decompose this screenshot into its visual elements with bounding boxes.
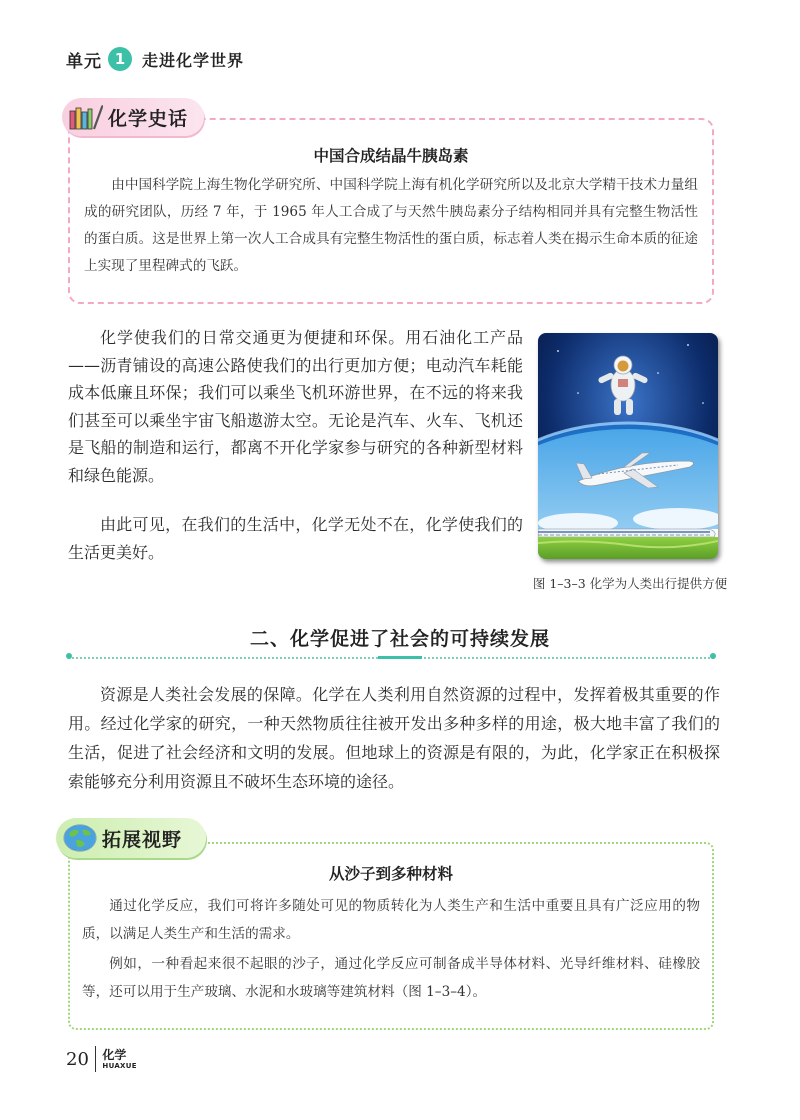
transport-figure — [538, 333, 718, 559]
extend-tab-label: 拓展视野 — [102, 828, 183, 851]
figure-caption: 图 1–3–3 化学为人类出行提供方便 — [532, 576, 728, 591]
section-paragraph: 资源是人类社会发展的保障。化学在人类利用自然资源的过程中，发挥着极其重要的作用。经过化学家的研究，一种天然物质往往被开发出多种多样的用途，极大地丰富了我们的生活，促进了社会经济和文明的发展。但地球上的资源是有限的，为此，化学家正在积极探索能够充分利用资源且不破坏生态环境的途径。 — [68, 685, 720, 791]
transport-illustration — [538, 333, 718, 559]
unit-label: 单元 — [66, 51, 102, 72]
section-heading: 二、化学促进了社会的可持续发展 — [249, 628, 550, 650]
unit-header — [66, 44, 244, 74]
footer-separator — [95, 1046, 97, 1072]
page-footer — [66, 1044, 137, 1074]
rule-center-bar — [378, 656, 422, 659]
globe-icon — [62, 822, 98, 854]
rule-dot-right — [710, 653, 716, 659]
extend-tab — [56, 818, 206, 858]
books-pencil-icon — [68, 103, 104, 131]
unit-number-badge: 1 — [108, 47, 132, 71]
footer-brand-cn: 化学 — [102, 1047, 127, 1062]
extend-box — [68, 842, 714, 1030]
unit-title: 走进化学世界 — [142, 50, 245, 70]
history-tab — [62, 98, 204, 136]
footer-brand-en: HUAXUE — [102, 1061, 137, 1070]
page-number: 20 — [66, 1048, 89, 1070]
train-icon — [538, 529, 718, 537]
extend-paragraph-2: 例如，一种看起来很不起眼的沙子，通过化学反应可制备成半导体材料、光导纤维材料、硅橡胶等，还可以用于生产玻璃、水泥和水玻璃等建筑材料（图 1–3–4）。 — [82, 956, 700, 1000]
body-paragraph-1: 化学使我们的日常交通更为便捷和环保。用石油化工产品——沥青铺设的高速公路使我们的出行更加方便；电动汽车耗能成本低廉且环保；我们可以乘坐飞机环游世界，在不远的将来我们甚至可以乘坐宇宙飞船遨游太空。无论是汽车、火车、飞机还是飞船的制造和运行，都离不开化学家参与研究的各种新型材料和绿色能源。 — [68, 328, 523, 485]
history-text: 由中国科学院上海生物化学研究所、中国科学院上海有机化学研究所以及北京大学精干技术力量组成的研究团队，历经 7 年，于 1965 年人工合成了与天然牛胰岛素分子结构相同并具有完整生物活性的蛋白质。这是世界上第一次人工合成具有完整生物活性的蛋白质，标志着人类在揭示生命本质的征途上实现了里程碑式的飞跃。 — [84, 177, 698, 274]
extend-paragraph-1: 通过化学反应，我们可将许多随处可见的物质转化为人类生产和生活中重要且具有广泛应用的物质，以满足人类生产和生活的需求。 — [82, 898, 700, 942]
history-title: 中国合成结晶牛胰岛素 — [313, 146, 469, 165]
extend-title: 从沙子到多种材料 — [328, 864, 453, 883]
body-paragraph-2: 由此可见，在我们的生活中，化学无处不在，化学使我们的生活更美好。 — [68, 515, 523, 562]
history-box — [68, 118, 714, 304]
footer-brand — [102, 1049, 136, 1070]
rule-dot-left — [66, 653, 72, 659]
history-tab-label: 化学史话 — [108, 107, 189, 130]
